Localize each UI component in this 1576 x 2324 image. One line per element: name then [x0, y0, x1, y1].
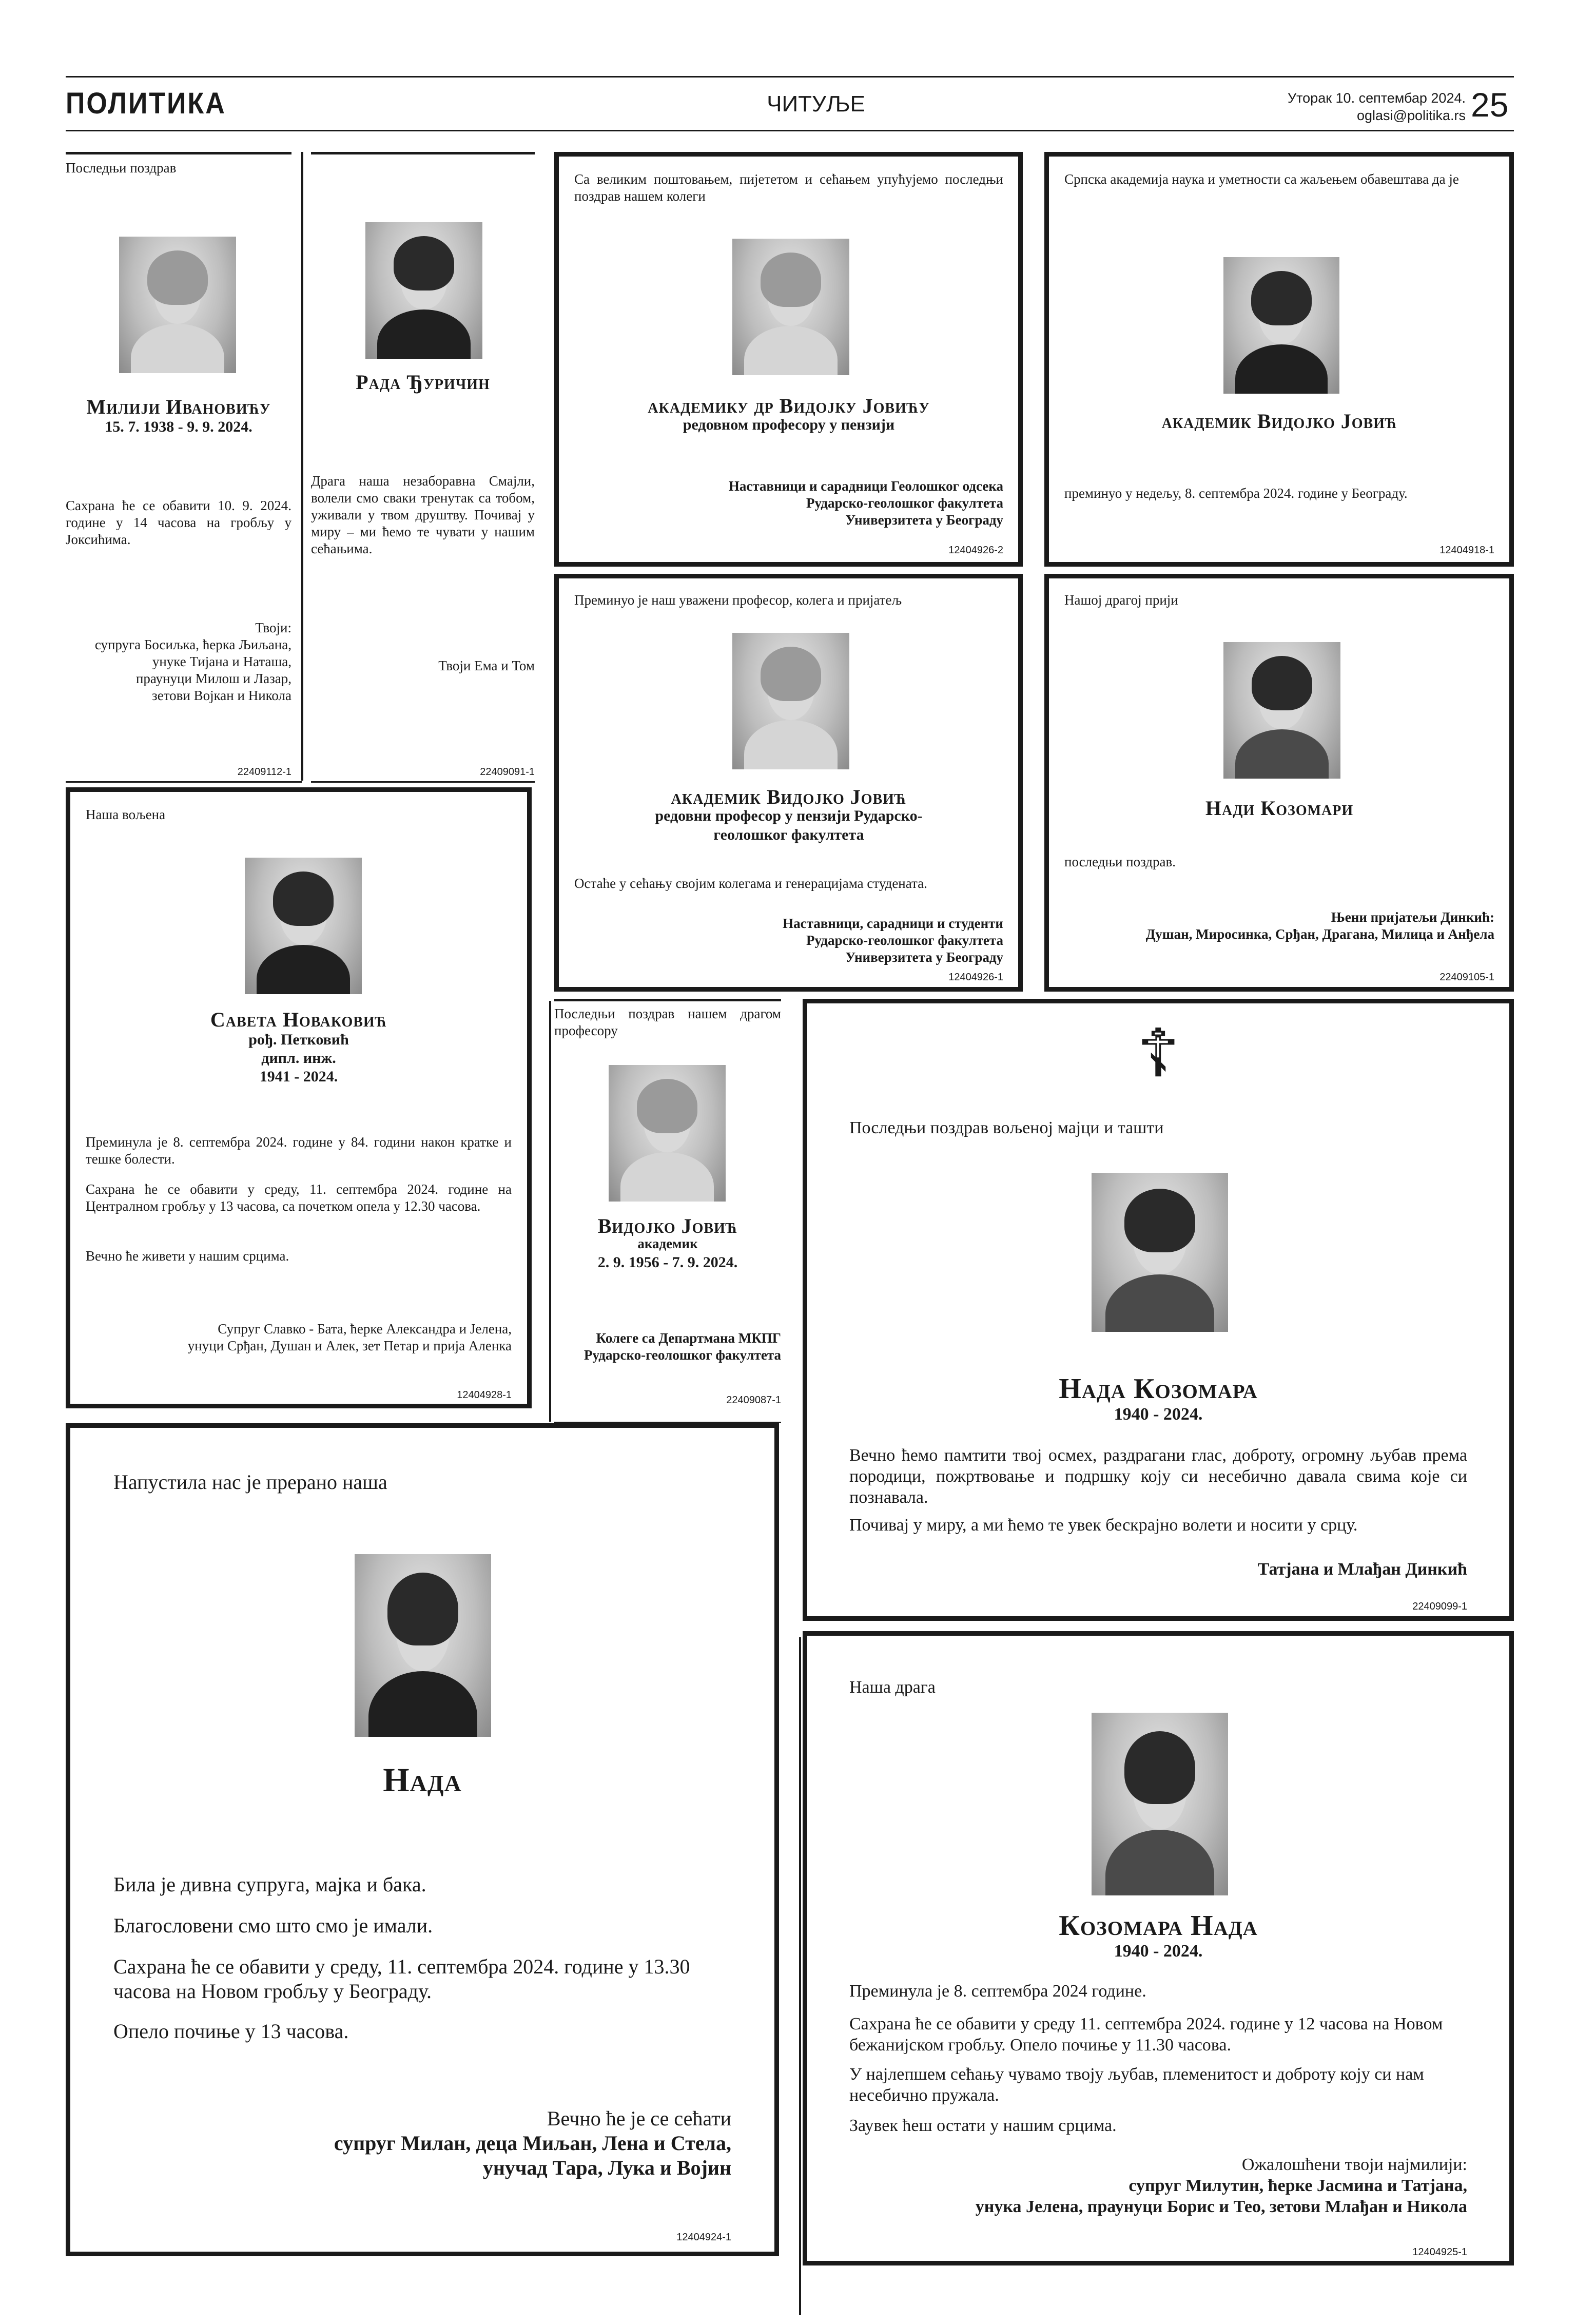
notice-intro: Српска академија наука и уметности са жаљењем обавештава да је: [1064, 171, 1459, 187]
signature-line: Рударско-геолошког факултета: [806, 933, 1003, 948]
deceased-title: дипл. инж.: [261, 1050, 336, 1067]
ad-code: 22409091-1: [480, 766, 535, 778]
deceased-name: Нади Козомари: [1205, 797, 1354, 820]
deceased-name: Савета Новаковић: [210, 1008, 387, 1031]
notice-intro: Са великим поштовањем, пијететом и сећањем упућујемо последњи поздрав нашем колеги: [574, 171, 1003, 204]
notice-paragraph: Вечно ће живети у нашим срцима.: [86, 1248, 289, 1264]
issue-date: Уторак 10. септембар 2024.: [1287, 90, 1466, 106]
header-top-rule: [66, 76, 1514, 78]
signature-line: супруга Босиљка, ћерка Љиљана,: [94, 637, 291, 652]
signature-line: Супруг Славко - Бата, ћерке Александра и Јелена,: [218, 1321, 512, 1337]
ad-code: 22409105-1: [1439, 972, 1494, 983]
life-dates: 15. 7. 1938 - 9. 9. 2024.: [105, 418, 252, 435]
notice-kozomara-husband: [803, 1631, 1514, 2265]
portrait-photo: [1223, 257, 1339, 394]
maiden-name: рођ. Петковић: [248, 1031, 349, 1048]
section-title: ЧИТУЉЕ: [767, 91, 865, 117]
deceased-name: Козомара Нада: [1059, 1910, 1258, 1942]
notice-message: последњи поздрав.: [1064, 854, 1176, 869]
notice-bottom-rule: [311, 781, 535, 783]
notice-kozomara-daughter: [803, 999, 1514, 1621]
notice-jovic-faculty: [554, 574, 1023, 992]
signature-line: Универзитета у Београду: [845, 950, 1003, 965]
deceased-name: Нада Козомара: [1059, 1373, 1258, 1405]
header-bottom-rule: [66, 130, 1514, 131]
deceased-name: академик Видојко Јовић: [671, 785, 907, 808]
deceased-name: Милији Ивановићу: [86, 395, 271, 418]
orthodox-cross-icon: ☦: [1136, 1014, 1180, 1092]
notice-paragraph: Опело почиње у 13 часова.: [113, 2020, 349, 2043]
life-dates: 1940 - 2024.: [1114, 1942, 1203, 1961]
deceased-title: академик: [637, 1236, 698, 1251]
ad-code: 12404925-1: [1412, 2246, 1467, 2258]
portrait-photo: [732, 239, 849, 375]
deceased-name: Нада: [383, 1761, 462, 1799]
portrait-photo: [609, 1065, 726, 1202]
portrait-photo: [1092, 1173, 1228, 1332]
signature-line: Наставници и сарадници Геолошког одсека: [728, 478, 1003, 494]
portrait-photo: [119, 237, 236, 373]
portrait-photo: [1223, 642, 1340, 779]
signature-block: [66, 619, 291, 704]
ad-code: 22409112-1: [237, 766, 291, 778]
signature-line: праунуци Милош и Лазар,: [135, 671, 291, 686]
notice-jovic-sanu: [1044, 152, 1514, 567]
notice-intro: Последњи поздрав нашем драгом професору: [554, 1006, 781, 1038]
notice-bottom-rule: [66, 781, 302, 783]
funeral-info: Сахрана ће се обавити 10. 9. 2024. године у 14 часова на гробљу у Јоксићима.: [66, 498, 291, 547]
notice-ivanovic: [66, 152, 291, 781]
signature-block: [574, 915, 1003, 966]
page-number: 25: [1471, 86, 1509, 124]
signature-line: унука Јелена, праунуци Борис и Тео, зетови Млађан и Никола: [975, 2197, 1467, 2216]
notice-kozomara-friends: [1044, 574, 1514, 992]
signature-line: супруг Милутин, ћерке Јасмина и Татјана,: [1129, 2176, 1467, 2195]
signature-line: унучад Тара, Лука и Војин: [482, 2156, 731, 2179]
signature-line: Колеге са Департмана МКПГ: [596, 1330, 781, 1346]
portrait-photo: [355, 1554, 491, 1737]
ad-code: 22409087-1: [726, 1395, 781, 1406]
notice-paragraph: Преминула је 8. септембра 2024 године.: [849, 1982, 1146, 2001]
life-dates: 2. 9. 1956 - 7. 9. 2024.: [597, 1254, 738, 1271]
column-divider: [301, 152, 303, 781]
notice-paragraph: Заувек ћеш остати у нашим срцима.: [849, 2116, 1117, 2135]
signature-line: Универзитета у Београду: [845, 512, 1003, 528]
life-dates: 1941 - 2024.: [259, 1068, 338, 1085]
deceased-name: Видојко Јовић: [597, 1214, 738, 1237]
issue-date-block: [1288, 89, 1466, 124]
portrait-photo: [245, 858, 362, 994]
signature-line: Твоји:: [255, 620, 291, 635]
notice-novakovic: [66, 787, 532, 1408]
notice-intro: Наша вољена: [86, 807, 166, 822]
notice-intro: Последњи поздрав: [66, 160, 177, 176]
signature-line: унуци Срђан, Душан и Алек, зет Петар и прија Аленка: [187, 1338, 512, 1353]
ad-code: 12404926-2: [948, 545, 1003, 556]
signature-line: Њени пријатељи Динкић:: [1331, 909, 1494, 925]
notice-message: преминуо у недељу, 8. септембра 2024. године у Београду.: [1064, 486, 1408, 501]
signature-line: Наставници, сарадници и студенти: [783, 916, 1003, 931]
notice-intro: Последњи поздрав вољеној мајци и ташти: [849, 1118, 1164, 1137]
funeral-info: Сахрана ће се обавити у среду 11. септембра 2024. године у 12 часова на Новом бежанијском гробљу. Опело почиње у 11.30 часова.: [849, 2015, 1443, 2055]
signature-line: Ожалошћени твоји најмилији:: [1241, 2155, 1467, 2174]
signature-block: [86, 1321, 512, 1354]
ad-code: 22409099-1: [1412, 1601, 1467, 1612]
signature-block: [1064, 909, 1494, 943]
notice-jovic-colleagues: [554, 152, 1023, 567]
notice-paragraph: Вечно ћемо памтити твој осмех, раздрагани глас, доброту, огромну љубав према породици, пожртвовање и подршку коју си несебично давала свима које си познавала.: [849, 1446, 1467, 1507]
signature-line: Вечно ће је се сећати: [547, 2107, 731, 2130]
notice-intro: Нашој драгој прији: [1064, 592, 1178, 608]
life-dates: 1940 - 2024.: [1114, 1405, 1203, 1424]
ad-code: 12404918-1: [1439, 545, 1494, 556]
signature-line: Твоји Ема и Том: [438, 658, 535, 673]
deceased-title: редовном професору у пензији: [683, 416, 895, 433]
notice-nada-family: [66, 1423, 779, 2256]
deceased-name: Рада Ђуричин: [356, 371, 490, 394]
signature-block: [113, 2106, 731, 2180]
deceased-name: академик Видојко Јовић: [1161, 410, 1397, 433]
signature-block: [849, 2154, 1467, 2217]
signature-line: супруг Милан, деца Миљан, Лена и Стела,: [334, 2132, 731, 2155]
signature-line: Душан, Миросинка, Срђан, Драгана, Милица и Анђела: [1145, 926, 1494, 942]
newspaper-logo[interactable]: ПОЛИТИКА: [66, 87, 226, 121]
deceased-title: редовни професор у пензији Рударско-геолошког факултета: [655, 807, 923, 843]
ad-code: 12404928-1: [457, 1389, 512, 1401]
notice-message: Остаће у сећању својим колегама и генерацијама студената.: [574, 876, 927, 891]
column-divider: [799, 1637, 801, 2315]
column-divider: [549, 1001, 551, 1422]
notice-intro: Напустила нас је прерано наша: [113, 1470, 387, 1494]
notice-jovic-department: [554, 999, 781, 1409]
signature-line: Татјана и Млађан Динкић: [1257, 1560, 1467, 1579]
signature-line: зетови Војкан и Никола: [152, 688, 291, 703]
contact-email[interactable]: oglasi@politika.rs: [1357, 108, 1466, 123]
signature-block: [554, 1330, 781, 1364]
notice-paragraph: Благословени смо што смо је имали.: [113, 1914, 433, 1937]
signature-block: [574, 478, 1003, 529]
notice-intro: Преминуо је наш уважени професор, колега и пријатељ: [574, 592, 902, 608]
signature-line: Рударско-геолошког факултета: [584, 1347, 781, 1363]
notice-djuricin: [311, 152, 535, 781]
funeral-info: Сахрана ће се обавити у среду, 11. септембра 2024. године у 13.30 часова на Новом гробљу у Београду.: [113, 1955, 690, 2003]
notice-paragraph: Преминула је 8. септембра 2024. године у 84. години након кратке и тешке болести.: [86, 1134, 512, 1167]
notice-intro: Наша драга: [849, 1678, 936, 1697]
portrait-photo: [732, 633, 849, 769]
notice-paragraph: Почивај у миру, а ми ћемо те увек бескрајно волети и носити у срцу.: [849, 1516, 1358, 1535]
notice-paragraph: Била је дивна супруга, мајка и бака.: [113, 1873, 426, 1896]
ad-code: 12404924-1: [676, 2232, 731, 2243]
notice-paragraph: У најлепшем сећању чувамо твоју љубав, племенитост и доброту коју си нам несебично пружала.: [849, 2065, 1424, 2105]
deceased-name: академику др Видојку Јовићу: [648, 394, 930, 417]
ad-code: 12404926-1: [948, 972, 1003, 983]
portrait-photo: [1092, 1713, 1228, 1895]
signature-line: Рударско-геолошког факултета: [806, 495, 1003, 511]
signature-line: унуке Тијана и Наташа,: [152, 654, 291, 669]
funeral-info: Сахрана ће се обавити у среду, 11. септембра 2024. године на Централном гробљу у 13 часова, са почетком опела у 12.30 часова.: [86, 1182, 512, 1214]
portrait-photo: [365, 222, 482, 359]
notice-message: Драга наша незаборавна Смајли, волели смо сваки тренутак са тобом, уживали у твом друштву. Почивај у миру – ми ћемо те чувати у нашим сећањима.: [311, 473, 535, 556]
